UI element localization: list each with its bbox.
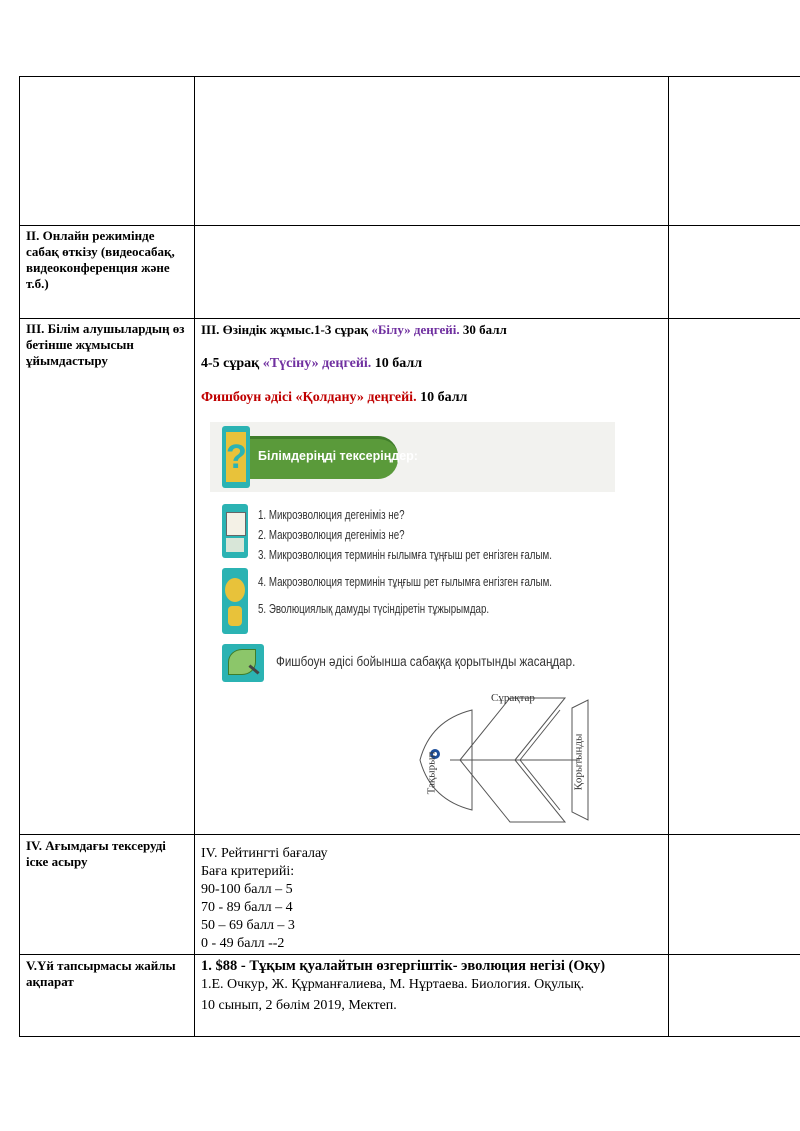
- leaf-magnifier-icon: [222, 644, 264, 682]
- rating-criterion: 0 - 49 балл --2: [201, 936, 285, 951]
- head-icon: [222, 568, 248, 634]
- fish-questions-label: Сұрақтар: [491, 692, 535, 704]
- task-line-2: [201, 356, 422, 372]
- task-level-know: «Білу» деңгейі.: [371, 322, 460, 337]
- task-points-3: 10 балл: [416, 390, 468, 405]
- fishbone-task: Фишбоун әдісі бойынша сабаққа қорытынды жасаңдар.: [276, 654, 576, 669]
- book-icon: [222, 504, 248, 558]
- row-label-homework: V.Үй тапсырмасы жайлы ақпарат: [26, 958, 176, 989]
- homework-title: 1. $88 - Тұқым қуалайтын өзгергіштік- эволюция негізі (Оқу): [201, 958, 606, 974]
- banner-text: Білімдеріңді тексеріңдер:: [258, 449, 418, 463]
- row-label-independent-work: ІІІ. Білім алушылардың өз бетінше жұмысын ұйымдастыру: [26, 321, 185, 368]
- question-3: 3. Микроэволюция терминін ғылымға тұңғыш рет енгізген ғалым.: [258, 548, 552, 562]
- fish-conclusion-label: Қорытынды: [572, 733, 585, 791]
- rating-criteria-label: Баға критерийі:: [201, 864, 295, 879]
- rating-title: ІV. Рейтингті бағалау: [201, 846, 328, 861]
- fish-topic-label: Тақырып: [425, 751, 438, 795]
- rating-criterion: 70 - 89 балл – 4: [201, 900, 293, 915]
- task-level-apply: Фишбоун әдісі «Қолдану» деңгейі.: [201, 390, 417, 405]
- task-points-2: 10 балл: [371, 356, 423, 371]
- rating-criterion: 90-100 балл – 5: [201, 882, 293, 897]
- task-line-1: [201, 322, 507, 338]
- task-points-1: 30 балл: [459, 322, 507, 337]
- row-label-current-check: ІV. Ағымдағы тексеруді іске асыру: [26, 838, 166, 869]
- homework-source-2: 10 сынып, 2 бөлім 2019, Мектеп.: [201, 998, 397, 1013]
- question-1: 1. Микроэволюция дегеніміз не?: [258, 508, 405, 522]
- task-level-understand: «Түсіну» деңгейі.: [262, 356, 372, 371]
- task-line-3: [201, 390, 467, 406]
- question-4: 4. Макроэволюция терминін тұңғыш рет ғылымға енгізген ғалым.: [258, 575, 552, 589]
- task-line-1-text: ІІІ. Өзіндік жұмыс.1-3 сұрақ: [201, 322, 372, 337]
- check-banner: [250, 436, 418, 479]
- question-icon: ?: [222, 426, 250, 488]
- rating-criterion: 50 – 69 балл – 3: [201, 918, 295, 933]
- question-5: 5. Эволюциялық дамуды түсіндіретін тұжырымдар.: [258, 602, 490, 616]
- task-line-2-text: 4-5 сұрақ: [201, 356, 263, 371]
- row-label-online: ІІ. Онлайн режимінде сабақ өткізу (видеосабақ, видеоконференция және т.б.): [26, 228, 175, 291]
- knowledge-check-picture: [210, 422, 642, 827]
- question-2: 2. Макроэволюция дегеніміз не?: [258, 528, 405, 542]
- homework-source-1: 1.Е. Очкур, Ж. Құрманғалиева, М. Нұртаева. Биология. Оқулық.: [201, 977, 585, 992]
